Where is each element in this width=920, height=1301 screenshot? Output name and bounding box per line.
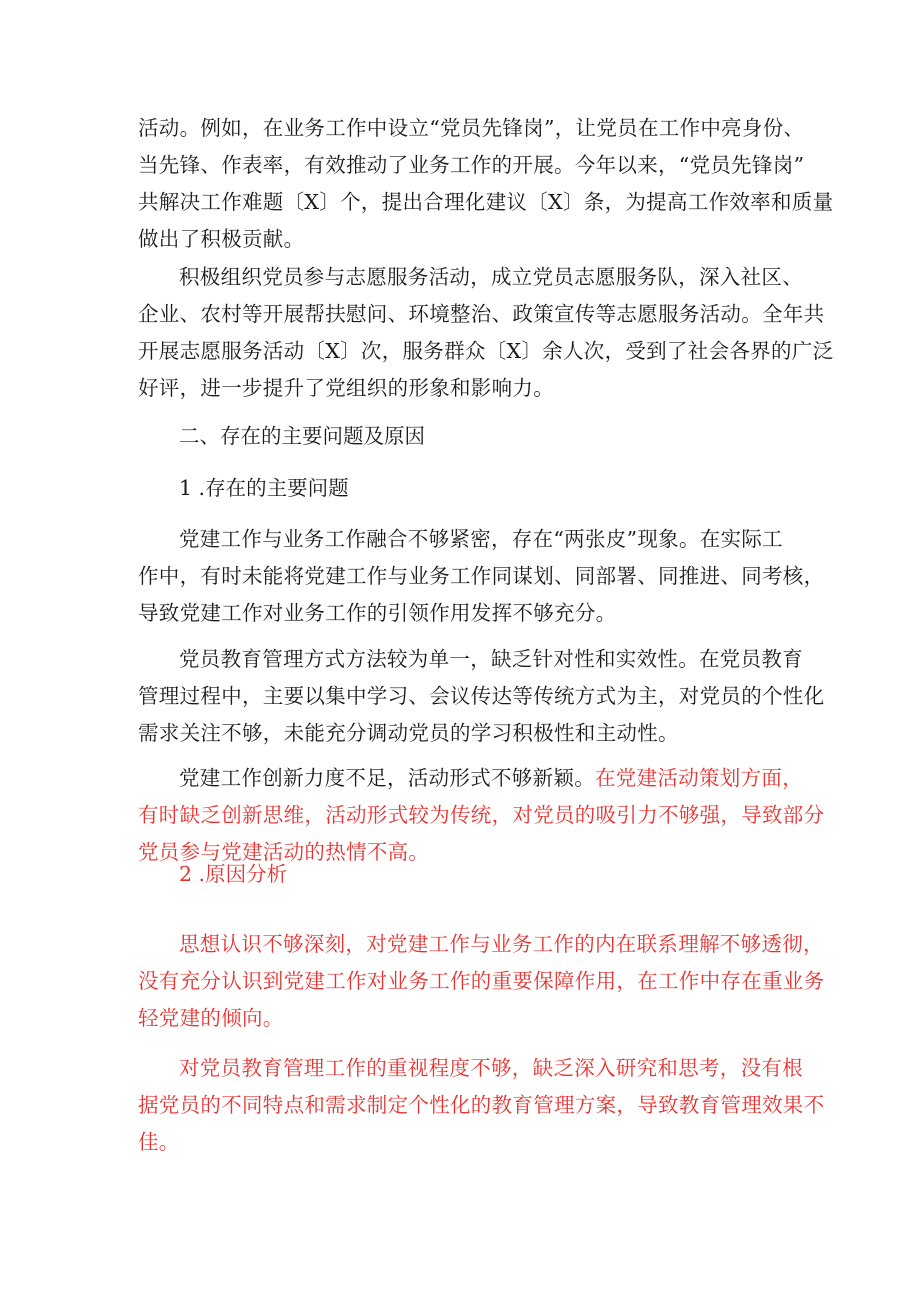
text-line: 需求关注不够，未能充分调动党员的学习积极性和主动性。 [138, 721, 679, 745]
highlighted-text-line: 有时缺乏创新思维，活动形式较为传统，对党员的吸引力不够强，导致部分 [138, 803, 825, 827]
subsection-title-cause-analysis: 2 .原因分析 [179, 862, 288, 886]
highlighted-text-line: 佳。 [138, 1130, 180, 1154]
highlighted-text-line: 对党员教育管理工作的重视程度不够，缺乏深入研究和思考，没有根 [179, 1056, 803, 1080]
paragraph-integration-problem [138, 521, 825, 632]
text-line: 当先锋、作表率，有效推动了业务工作的开展。今年以来，“党员先锋岗” [138, 153, 805, 177]
text-line: 共解决工作难题〔X〕个，提出合理化建议〔X〕条，为提高工作效率和质量 [138, 190, 834, 214]
paragraph-management-cause [138, 1050, 825, 1161]
text-line: 活动。例如，在业务工作中设立“党员先锋岗”，让党员在工作中亮身份、 [138, 116, 805, 140]
text-line: 开展志愿服务活动〔X〕次，服务群众〔X〕余人次，受到了社会各界的广泛 [138, 339, 834, 363]
text-segment: 党建工作创新力度不足，活动形式不够新颖。 [179, 766, 595, 790]
text-line: 企业、农村等开展帮扶慰问、环境整治、政策宣传等志愿服务活动。全年共 [138, 302, 825, 326]
paragraph-innovation-problem [138, 760, 825, 871]
subsection-title-main-problems: 1 .存在的主要问题 [179, 476, 349, 500]
paragraph-volunteer-service [138, 259, 834, 407]
section-title: 二、存在的主要问题及原因 [179, 424, 425, 448]
text-line: 党员教育管理方式方法较为单一，缺乏针对性和实效性。在党员教育 [179, 647, 803, 671]
text-line: 积极组织党员参与志愿服务活动，成立党员志愿服务队，深入社区、 [179, 265, 803, 289]
text-line: 导致党建工作对业务工作的引领作用发挥不够充分。 [138, 601, 617, 625]
text-line: 做出了积极贡献。 [138, 227, 305, 251]
paragraph-awareness-cause [138, 926, 825, 1037]
highlighted-text-line: 据党员的不同特点和需求制定个性化的教育管理方案，导致教育管理效果不 [138, 1093, 825, 1117]
text-line: 作中，有时未能将党建工作与业务工作同谋划、同部署、同推进、同考核， [138, 564, 825, 588]
highlighted-text-line: 轻党建的倾向。 [138, 1006, 284, 1030]
highlighted-text-line: 没有充分认识到党建工作对业务工作的重要保障作用，在工作中存在重业务 [138, 969, 825, 993]
highlighted-text-line: 思想认识不够深刻，对党建工作与业务工作的内在联系理解不够透彻， [179, 932, 824, 956]
highlighted-text-line: 党员参与党建活动的热情不高。 [138, 840, 430, 864]
text-line [138, 760, 803, 797]
text-line: 党建工作与业务工作融合不够紧密，存在“两张皮”现象。在实际工 [179, 527, 783, 551]
text-line: 好评，进一步提升了党组织的形象和影响力。 [138, 376, 554, 400]
text-line: 管理过程中，主要以集中学习、会议传达等传统方式为主，对党员的个性化 [138, 684, 825, 708]
highlighted-text-segment: 在党建活动策划方面， [595, 766, 803, 790]
paragraph-education-problem [138, 641, 825, 752]
paragraph-party-pioneer-post [138, 110, 834, 258]
